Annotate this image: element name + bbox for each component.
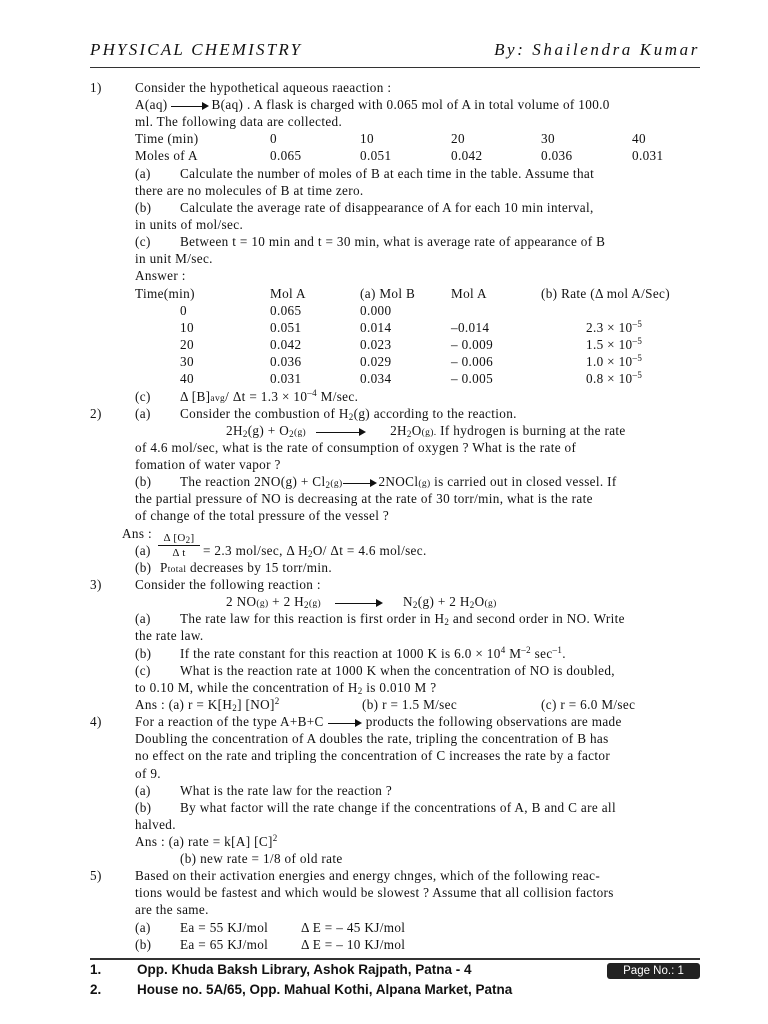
arrow-icon: [328, 719, 362, 727]
cell: 1.5 × 10: [586, 337, 633, 352]
q3-part-c: [0, 662, 768, 679]
part-label: (b): [135, 200, 152, 215]
page-header: [90, 40, 700, 64]
q1-part-b: [0, 199, 768, 216]
column-header: (a) Mol B: [360, 286, 416, 301]
q2-text: (g) according to the reaction.: [353, 406, 517, 421]
activation-energy: Ea = 65 KJ/mol: [180, 937, 269, 952]
equation-part: 2H: [390, 423, 407, 438]
q1-part-b: [0, 216, 768, 233]
q3-text: to 0.10 M, while the concentration of H: [135, 680, 358, 695]
cell: 0.042: [451, 148, 483, 163]
fraction: Δ $[O_2]$ Δ t: [158, 532, 200, 559]
q1-text: Between t = 10 min and t = 30 min, what is average rate of appearance of B: [180, 234, 606, 249]
column-header: (b) Rate (Δ mol A/Sec): [541, 286, 670, 301]
part-label: (a): [135, 166, 151, 181]
answer-text: Δ [B]: [180, 389, 211, 404]
cell: 40: [632, 131, 646, 146]
state: (g): [308, 599, 322, 609]
state: (g): [484, 599, 497, 609]
part-label: (b): [135, 560, 152, 575]
arrow-icon: [343, 479, 377, 487]
exponent: 4: [500, 645, 506, 655]
cell: 20: [180, 337, 194, 352]
cell: 0.065: [270, 303, 302, 318]
q1-line: [0, 113, 768, 130]
answer-table-header: [0, 285, 768, 302]
q1-text: Calculate the average rate of disappearance of A for each 10 min interval,: [180, 200, 594, 215]
q3-line: [0, 627, 768, 644]
answer-text: (b) r = 1.5 M/sec: [362, 697, 458, 712]
state: (g): [418, 479, 431, 489]
q3-text: sec: [530, 646, 553, 661]
cell: 0.031: [270, 371, 302, 386]
cell: 20: [451, 131, 465, 146]
cell: 0.029: [360, 354, 392, 369]
equation-part: N: [403, 594, 413, 609]
header-subject: PHYSICAL CHEMISTRY: [90, 40, 303, 59]
q4-text: For a reaction of the type A+B+C: [135, 714, 324, 729]
answer-text: ] [NO]: [237, 697, 275, 712]
cell: 0: [180, 303, 187, 318]
answer-text: Ans : (a) rate = k[A] [C]: [135, 834, 273, 849]
q1-part-c: [0, 233, 768, 250]
state: (g).: [421, 428, 437, 438]
cell: 1.0 × 10: [586, 354, 633, 369]
state: (g): [256, 599, 269, 609]
cell: 0.042: [270, 337, 302, 352]
q4-text: products the following observations are made: [365, 714, 622, 729]
table-row: [0, 319, 768, 336]
subscript: avg: [210, 394, 226, 404]
data-row-moles: [0, 147, 768, 164]
q2-line: [0, 456, 768, 473]
q1-line: [0, 96, 768, 113]
subscript: total: [167, 565, 187, 575]
q1-text: in unit M/sec.: [135, 251, 213, 266]
q4-text: of 9.: [135, 766, 161, 781]
cell: 30: [180, 354, 194, 369]
q3-ans: Ans : (a) $r = K[H_2]$ [NO]$^2$ (b) r = 1.5 M/sec (c) r = 6.0 M/sec: [135, 696, 636, 713]
column-header: Mol A: [451, 286, 487, 301]
arrow-icon: [335, 599, 383, 607]
cell: Moles of A: [135, 148, 198, 163]
answer-heading: Ans :: [122, 526, 152, 541]
q5-text: Based on their activation energies and energy chnges, which of the following reac-: [135, 868, 601, 883]
energy-change: Δ E = – 45 KJ/mol: [301, 920, 406, 935]
answer-text: Ans : (a) r = K[H: [135, 697, 233, 712]
q5-line: [0, 901, 768, 918]
part-label: (a): [135, 920, 151, 935]
activation-energy: Ea = 55 KJ/mol: [180, 920, 269, 935]
equation-part: O: [474, 594, 485, 609]
question-number: 1): [90, 80, 102, 95]
q4-line: [0, 816, 768, 833]
part-label: (a): [135, 543, 151, 558]
q3-part-a: (a) The rate law for this reaction is first order in $H_2$ and second order in NO. Write: [135, 611, 625, 627]
exponent: –2: [521, 645, 531, 655]
cell: 0.036: [270, 354, 302, 369]
exponent: –5: [632, 370, 643, 380]
q3-part-b: [0, 645, 768, 662]
q4-line: [0, 765, 768, 782]
q3-text: Consider the following reaction :: [135, 577, 321, 592]
header-rule: [90, 67, 700, 68]
q4-line: [0, 730, 768, 747]
cell: 0.023: [360, 337, 392, 352]
q2-text: 2NOCl: [378, 474, 419, 489]
q5-option-a: [0, 919, 768, 936]
q1-part-c: [0, 250, 768, 267]
q1-text: B(aq) . A flask is charged with 0.065 mol of A in total volume of 100.0: [211, 97, 610, 112]
arrow-icon: [171, 102, 209, 110]
header-author: By: Shailendra Kumar: [494, 40, 700, 59]
cell: 0.000: [360, 303, 392, 318]
q4-text: Doubling the concentration of A doubles the rate, tripling the concentration of B has: [135, 731, 609, 746]
q1-line: [0, 79, 768, 96]
q4-ans-b: [0, 850, 768, 867]
part-label: (c): [135, 663, 151, 678]
q4-line: [0, 713, 768, 730]
cell: 2.3 × 10: [586, 320, 633, 335]
table-row: [0, 336, 768, 353]
equation-part: (g) + 2 H: [417, 594, 470, 609]
state: (g): [293, 428, 307, 438]
q3-equation: 2 NO(g) + 2 $H_2(g) N_2(g) + 2$ $H_2O(g)$: [226, 594, 497, 610]
q2-line: [0, 439, 768, 456]
cell: – 0.006: [451, 354, 494, 369]
answer-label: [0, 267, 768, 284]
exponent: 2: [274, 696, 280, 706]
q2-ans-a: (a) = 2.3 mol/sec, Δ $H_2O/$ Δt = 4.6 mol/sec.: [135, 543, 427, 559]
q2-part-b: (b) The reaction $2NO(g) + Cl_2(g)$ 2NOCl(g) is carried out in closed vessel. If: [135, 474, 617, 490]
exponent: –5: [632, 353, 643, 363]
answer-heading: Answer :: [135, 268, 186, 283]
part-label: (b): [135, 474, 152, 489]
q4-text: What is the rate law for the reaction ?: [180, 783, 393, 798]
cell: 0.051: [360, 148, 392, 163]
cell: 0.051: [270, 320, 302, 335]
exponent: –5: [632, 336, 643, 346]
q1-text: in units of mol/sec.: [135, 217, 244, 232]
column-header: Time(min): [135, 286, 195, 301]
numerator: Δ [O: [163, 532, 186, 544]
q3-text: the rate law.: [135, 628, 204, 643]
answer-text: / Δt = 1.3 × 10: [225, 389, 308, 404]
q4-text: no effect on the rate and tripling the concentration of C increases the rate by a factor: [135, 748, 611, 763]
q3-text: What is the reaction rate at 1000 K when the concentration of NO is doubled,: [180, 663, 615, 678]
table-row: [0, 370, 768, 387]
reactant: A(aq): [135, 97, 168, 112]
q1-part-a: [0, 182, 768, 199]
cell: –0.014: [451, 320, 490, 335]
q3-text: .: [562, 646, 566, 661]
q5-line: [0, 867, 768, 884]
cell: 0: [270, 131, 277, 146]
equation-part: 2H: [226, 423, 243, 438]
q2-text: of 4.6 mol/sec, what is the rate of consumption of oxygen ? What is the rate of: [135, 440, 577, 455]
equation-part: + 2 H: [268, 594, 305, 609]
q4-text: halved.: [135, 817, 176, 832]
cell: 0.034: [360, 371, 392, 386]
q2-text: Consider the combustion of H: [180, 406, 349, 421]
question-number: 5): [90, 868, 102, 883]
cell: 30: [541, 131, 555, 146]
denominator: Δ t: [172, 547, 186, 559]
answer-text: (c) r = 6.0 M/sec: [541, 697, 636, 712]
q1-text: Consider the hypothetical aqueous raeaction :: [135, 80, 392, 95]
equation-part: 2 NO: [226, 594, 257, 609]
page-number-badge: Page No.: 1: [607, 963, 700, 979]
arrow-icon: [316, 428, 366, 436]
part-label: (b): [135, 646, 152, 661]
q3-text: and second order in NO. Write: [449, 611, 625, 626]
q4-text: By what factor will the rate change if the concentrations of A, B and C are all: [180, 800, 616, 815]
q5-option-b: [0, 936, 768, 953]
q3-line: [0, 576, 768, 593]
q3-line: to 0.10 M, while the concentration of $H_2$ is 0.010 M ?: [135, 680, 437, 696]
state: (g): [330, 479, 343, 489]
q2-line: 2) (a) Consider the combustion of $H_2(g)$ according to the reaction.: [90, 406, 517, 422]
part-label: (a): [135, 406, 151, 421]
part-label: (a): [135, 611, 151, 626]
q2-ans-b: [0, 559, 768, 576]
q1-answer-c: [0, 388, 768, 405]
q4-part-b: [0, 799, 768, 816]
cell: – 0.009: [451, 337, 494, 352]
equation-part: O: [411, 423, 422, 438]
q2-text: is carried out in closed vessel. If: [430, 474, 617, 489]
question-number: 4): [90, 714, 102, 729]
q1-part-a: [0, 165, 768, 182]
q5-text: are the same.: [135, 902, 209, 917]
cell: 40: [180, 371, 194, 386]
cell: 0.8 × 10: [586, 371, 633, 386]
answer-text: = 2.3 mol/sec, Δ H: [203, 543, 308, 558]
cell: 0.036: [541, 148, 573, 163]
cell: 0.031: [632, 148, 664, 163]
address-number: 2.: [90, 982, 102, 997]
exponent: 2: [272, 833, 278, 843]
q4-line: [0, 747, 768, 764]
q3-text: If the rate constant for this reaction at 1000 K is 6.0 × 10: [180, 646, 501, 661]
part-label: (c): [135, 234, 151, 249]
q4-ans-a: [0, 833, 768, 850]
q3-text: M: [505, 646, 522, 661]
data-row-time: [0, 130, 768, 147]
cell: 10: [180, 320, 194, 335]
numerator: ]: [190, 532, 195, 544]
q5-line: [0, 884, 768, 901]
cell: Time (min): [135, 131, 199, 146]
question-number: 3): [90, 577, 102, 592]
answer-text: decreases by 15 torr/min.: [186, 560, 333, 575]
column-header: Mol A: [270, 286, 306, 301]
footer-rule: [90, 958, 700, 960]
q2-text: The reaction 2NO(g) + Cl: [180, 474, 326, 489]
table-row: [0, 302, 768, 319]
answer-text: O/ Δt = 4.6 mol/sec.: [312, 543, 427, 558]
equation-part: (g) + O: [247, 423, 290, 438]
cell: 0.014: [360, 320, 392, 335]
q2-line: [0, 490, 768, 507]
q3-text: is 0.010 M ?: [362, 680, 437, 695]
q5-text: tions would be fastest and which would be slowest ? Assume that all collision factors: [135, 885, 614, 900]
answer-text: P: [160, 560, 168, 575]
q2-text: the partial pressure of NO is decreasing at the rate of 30 torr/min, what is the rate: [135, 491, 593, 506]
cell: 10: [360, 131, 374, 146]
q2-ans: [0, 525, 768, 542]
q2-line: [0, 507, 768, 524]
energy-change: Δ E = – 10 KJ/mol: [301, 937, 406, 952]
part-label: (b): [135, 800, 152, 815]
cell: 0.065: [270, 148, 302, 163]
answer-text: (b) new rate = 1/8 of old rate: [180, 851, 343, 866]
q3-text: The rate law for this reaction is first order in H: [180, 611, 445, 626]
q2-equation: $2H_2(g) + O_2(g)$ $2H_2O(g)$. If hydrogen is burning at the rate: [226, 423, 626, 439]
question-number: 2): [90, 406, 102, 421]
address-text: Opp. Khuda Baksh Library, Ashok Rajpath, Patna - 4: [137, 962, 472, 977]
answer-text: M/sec.: [316, 389, 359, 404]
part-label: (c): [135, 389, 151, 404]
exponent: –1: [552, 645, 563, 655]
cell: – 0.005: [451, 371, 494, 386]
q1-text: there are no molecules of B at time zero.: [135, 183, 364, 198]
address-number: 1.: [90, 962, 102, 977]
q2-text: fomation of water vapor ?: [135, 457, 281, 472]
q2-text: of change of the total pressure of the vessel ?: [135, 508, 390, 523]
q1-text: Calculate the number of moles of B at each time in the table. Assume that: [180, 166, 595, 181]
part-label: (b): [135, 937, 152, 952]
q4-part-a: [0, 782, 768, 799]
exponent: –5: [632, 319, 643, 329]
part-label: (a): [135, 783, 151, 798]
exponent: –4: [307, 388, 317, 398]
table-row: [0, 353, 768, 370]
address-text: House no. 5A/65, Opp. Mahual Kothi, Alpana Market, Patna: [137, 982, 513, 997]
q1-text: ml. The following data are collected.: [135, 114, 343, 129]
q2-text: If hydrogen is burning at the rate: [436, 423, 626, 438]
